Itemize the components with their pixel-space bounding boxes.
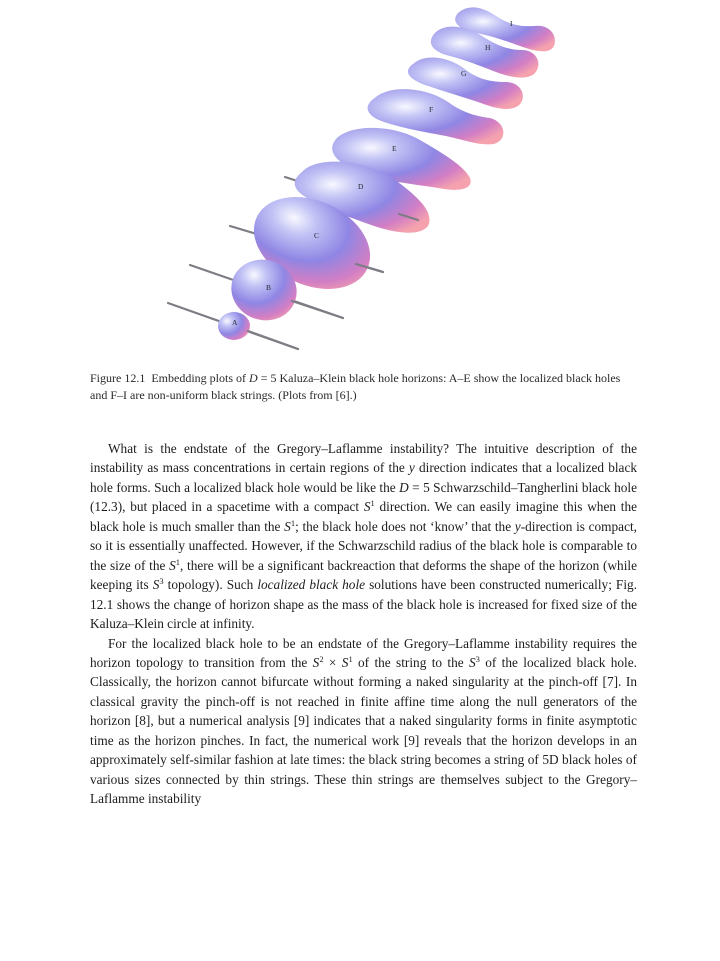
paragraph-2: For the localized black hole to be an endstate of the Gregory–Laflamme instability requires the horizon topology to transition from the $S^2 \times S^1$ of the string to the $S^3$ of the localized black hole. Classically, the horizon cannot bifurcate without forming a naked singularity at the pinch-off [7]. In classical gravity the pinch-off is not reached in finite affine time along the null generators of the horizon [8], but a numerical analysis [9] indicates that a naked singularity forms in finite asymptotic time as the horizon pinches. In fact, the numerical work [9] reveals that the horizon develops in an approximately self-similar fashion at late times: the black string becomes a string of 5D black holes of various sizes connected by thin strings. These thin strings are themselves subject to the Gregory–Laflamme instability <box>90 635 637 807</box>
paragraph-1: What is the endstate of the Gregory–Laflamme instability? The intuitive description of the instability as mass concentrations in certain regions of the y direction indicates that a localized black hole forms. Such a localized black hole would be like the D = 5 Schwarzschild–Tangherlini black hole (12.3), but placed in a spacetime with a compact $S^1$ direction. We can easily imagine this when the black hole is much smaller than the $S^1$; the black hole does not ‘know’ that the y-direction is compact, so it is essentially unaffected. However, if the Schwarzschild radius of the black hole is comparable to the size of the $S^1$, there will be a significant backreaction that deforms the shape of the horizon (while keeping its $S^3$ topology). Such localized black hole solutions have been constructed numerically; Fig. 12.1 shows the change of horizon shape as the mass of the black hole is increased for fixed size of the Kaluza–Klein circle at infinity. <box>90 441 638 632</box>
horizon-label-c: C <box>314 231 320 240</box>
horizon-label-a: A <box>232 318 238 327</box>
horizon-label-g: G <box>461 69 467 78</box>
horizon-label-i: I <box>510 19 513 28</box>
horizon-label-h: H <box>485 43 491 52</box>
figure-caption: Figure 12.1 Embedding plots of D = 5 Kaluza–Klein black hole horizons: A–E show the localized black holes and F–I are non-uniform black strings. (Plots from [6].) <box>90 371 621 402</box>
figure-number: Figure 12.1 <box>90 371 146 385</box>
body-text <box>90 439 637 809</box>
horizon-label-d: D <box>358 182 364 191</box>
horizon-label-e: E <box>392 144 397 153</box>
horizon-label-b: B <box>266 283 272 292</box>
figure-12-1 <box>150 0 570 360</box>
embedding-plots <box>150 0 570 360</box>
emphasis-localized-black-hole: localized black hole <box>257 577 366 593</box>
horizon-label-f: F <box>429 105 434 114</box>
